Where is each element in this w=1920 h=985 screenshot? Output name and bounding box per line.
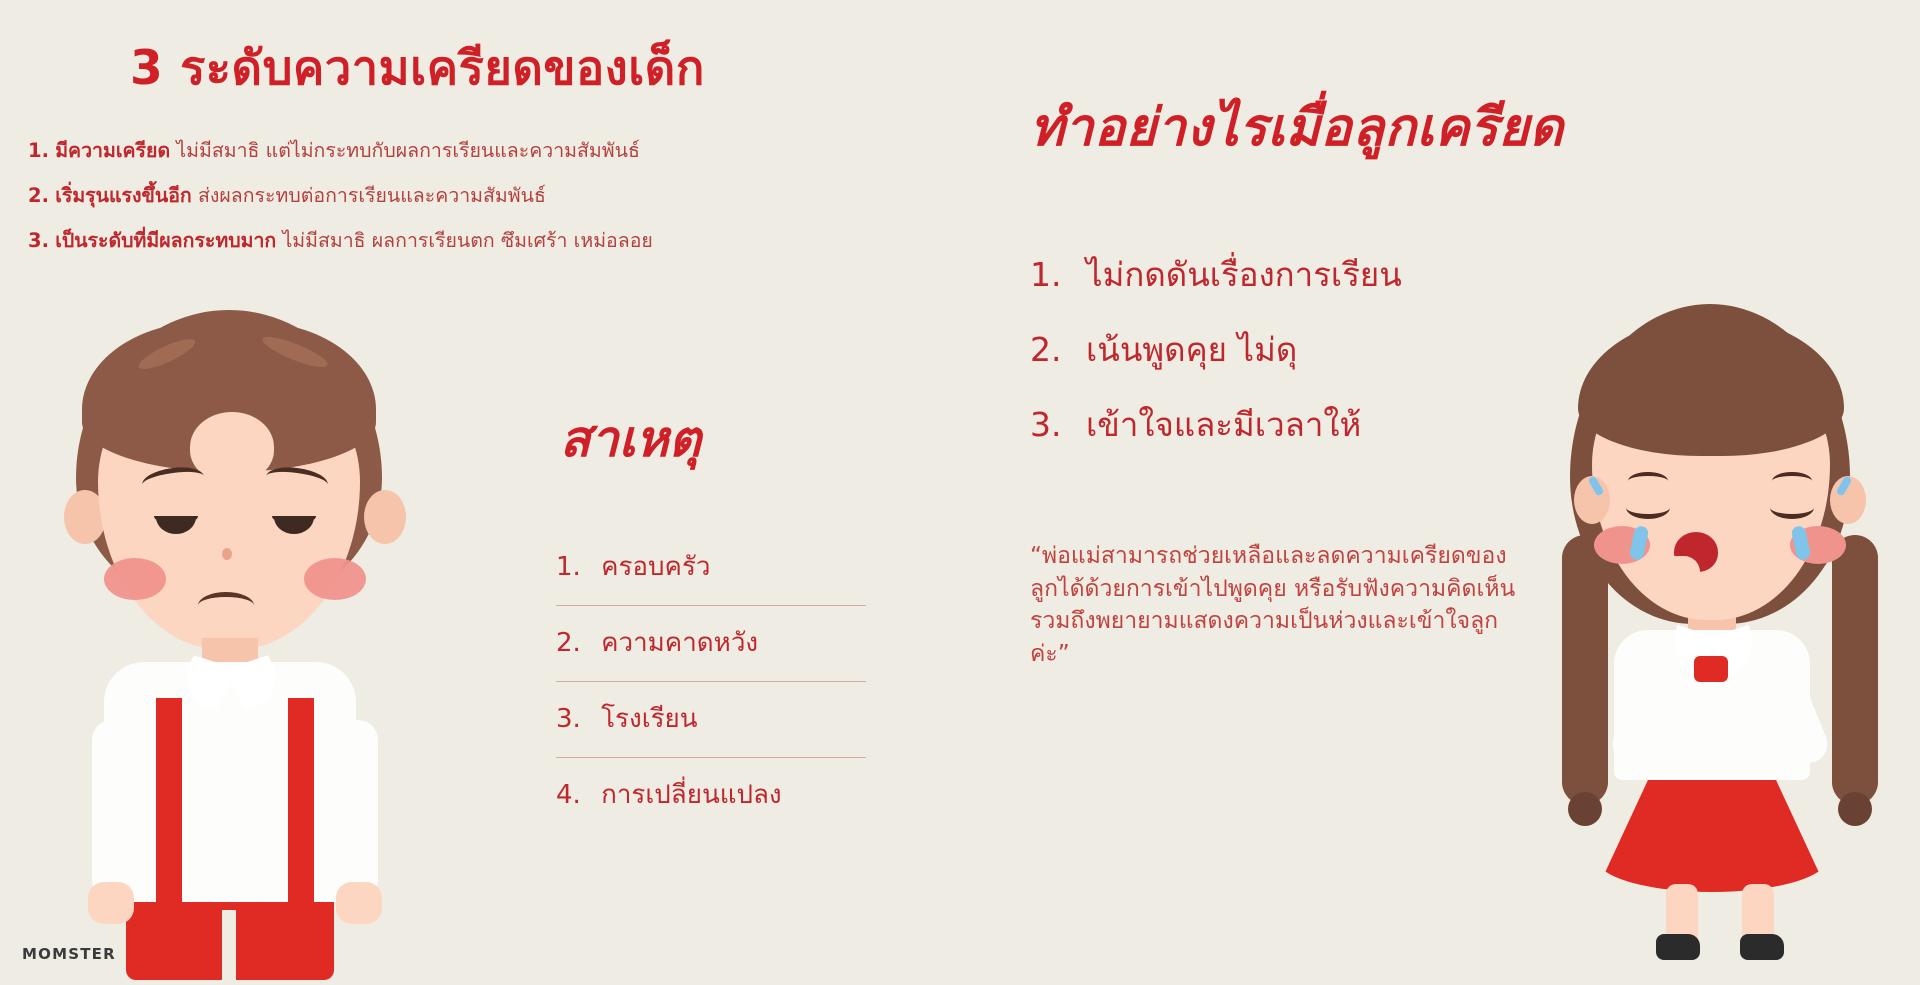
list-item-label: ไม่กดดันเรื่องการเรียน — [1086, 255, 1402, 294]
causes-list — [556, 530, 866, 833]
boy-shirt — [104, 662, 356, 902]
list-item-detail: ส่งผลกระทบต่อการเรียนและความสัมพันธ์ — [197, 184, 546, 207]
girl-braid-tip-left — [1568, 792, 1602, 826]
list-item — [1030, 323, 1402, 376]
list-item-label: การเปลี่ยนแปลง — [601, 780, 782, 810]
girl-shoe-right — [1740, 934, 1784, 960]
list-item — [1030, 398, 1402, 451]
boy-eyelid-left — [154, 496, 198, 520]
boy-cheek-right — [304, 558, 366, 600]
list-item — [28, 225, 908, 256]
boy-nose — [222, 548, 232, 560]
boy-cheek-left — [104, 558, 166, 600]
list-item-detail: ไม่มีสมาธิ แต่ไม่กระทบกับผลการเรียนและความสัมพันธ์ — [176, 139, 640, 162]
list-item — [28, 180, 908, 211]
girl-skirt — [1596, 762, 1828, 892]
list-item — [1030, 248, 1402, 301]
girl-braid-left — [1562, 535, 1608, 805]
girl-eyebrow-left — [1628, 472, 1668, 490]
list-item-label: เข้าใจและมีเวลาให้ — [1086, 405, 1362, 444]
girl-eye-right-closed — [1770, 496, 1814, 519]
list-item-number: 1. — [556, 552, 581, 582]
list-item-number: 4. — [556, 780, 581, 810]
girl-shoe-left — [1656, 934, 1700, 960]
list-item-detail: ไม่มีสมาธิ ผลการเรียนตก ซึมเศร้า เหม่อลอย — [282, 229, 653, 252]
list-item-title: เป็นระดับที่มีผลกระทบมาก — [55, 229, 277, 252]
girl-braid-tip-right — [1838, 792, 1872, 826]
list-item — [556, 530, 866, 606]
boy-eyelid-right — [272, 496, 316, 520]
girl-bow — [1694, 656, 1728, 682]
list-item-title: มีความเครียด — [55, 139, 171, 162]
list-item — [28, 135, 908, 166]
parent-advice-quote: “พ่อแม่สามารถช่วยเหลือและลดความเครียดของลูกได้ด้วยการเข้าไปพูดคุย หรือรับฟังความคิดเห็น รวมถึงพยายามแสดงความเป็นห่วงและเข้าใจลูกค่ะ” — [1030, 543, 1516, 667]
list-item-label: ความคาดหวัง — [601, 628, 759, 658]
boy-mouth-frown — [198, 592, 254, 619]
boy-suspender-right — [288, 698, 314, 908]
right-panel-heading: ทำอย่างไรเมื่อลูกเครียด — [1030, 98, 1564, 158]
brand-logo: MOMSTER — [22, 945, 116, 963]
boy-ear-right — [364, 490, 406, 544]
list-item-label: โรงเรียน — [601, 704, 698, 734]
girl-hand-right — [1740, 556, 1784, 596]
girl-hand-left — [1656, 556, 1700, 596]
list-item — [556, 682, 866, 758]
sad-boy-illustration — [70, 300, 400, 960]
boy-hand-right — [336, 882, 382, 924]
list-item-number: 1. — [28, 139, 49, 162]
boy-shorts-split — [222, 910, 236, 980]
list-item-number: 2. — [556, 628, 581, 658]
crying-girl-illustration — [1570, 300, 1870, 960]
list-item-number: 1. — [1030, 255, 1062, 294]
girl-eye-left-closed — [1626, 496, 1670, 519]
list-item-number: 2. — [1030, 330, 1062, 369]
list-item-title: เริ่มรุนแรงขึ้นอีก — [55, 184, 192, 207]
causes-title: สาเหตุ — [560, 410, 702, 468]
advice-list — [1030, 248, 1402, 473]
girl-braid-right — [1832, 535, 1878, 805]
list-item — [556, 606, 866, 682]
boy-suspender-left — [156, 698, 182, 908]
left-panel-heading: 3 ระดับความเครียดของเด็ก — [130, 41, 705, 96]
list-item-number: 3. — [1030, 405, 1062, 444]
list-item — [556, 758, 866, 833]
list-item-label: ครอบครัว — [601, 552, 711, 582]
list-item-number: 2. — [28, 184, 49, 207]
list-item-number: 3. — [28, 229, 49, 252]
boy-hand-left — [88, 882, 134, 924]
girl-hair-fringe — [1578, 316, 1844, 456]
stress-levels-list — [28, 135, 908, 270]
girl-eyebrow-right — [1772, 472, 1812, 490]
boy-forehead — [190, 412, 274, 482]
list-item-number: 3. — [556, 704, 581, 734]
list-item-label: เน้นพูดคุย ไม่ดุ — [1086, 330, 1298, 369]
